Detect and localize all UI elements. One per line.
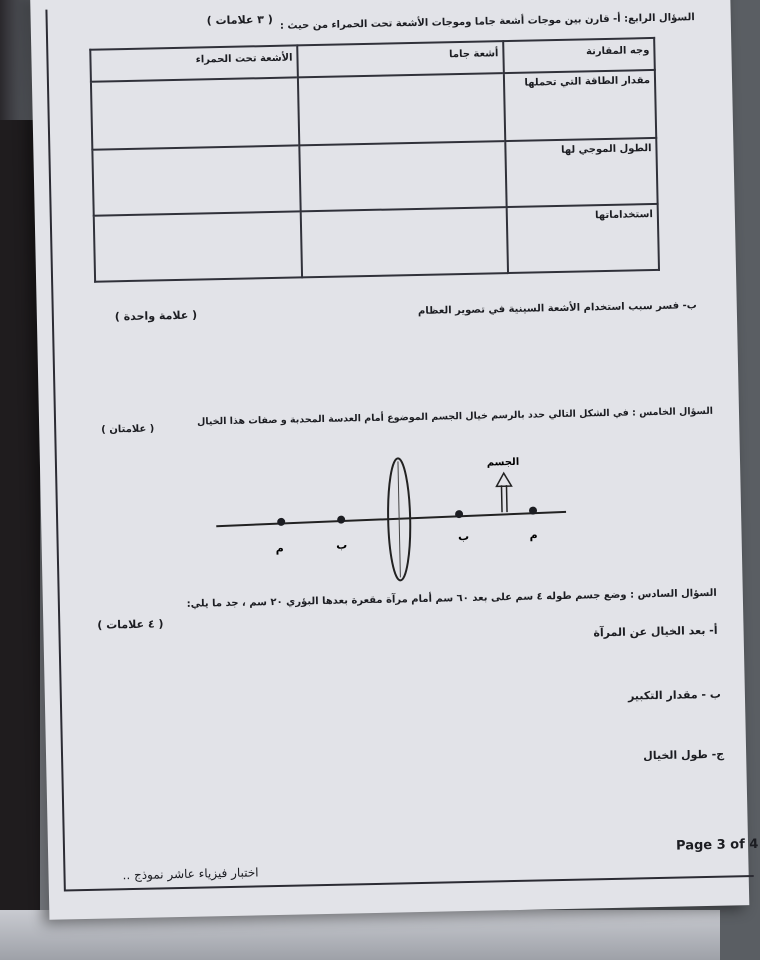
comparison-table <box>89 37 660 283</box>
table-cell <box>94 211 302 281</box>
q6-item-a: أ- بعد الخيال عن المرآة <box>593 623 718 640</box>
point-label: م <box>275 541 284 555</box>
table-cell <box>92 145 300 215</box>
page-border-left <box>45 10 65 890</box>
q6-item-b: ب - مقدار التكبير <box>627 687 722 703</box>
q6-marks: ( ٤ علامات ) <box>97 617 164 632</box>
table-row <box>94 204 659 282</box>
table-cell: استخداماتها <box>507 204 659 273</box>
focal-point-2f-left <box>277 518 285 526</box>
table-row <box>92 138 657 216</box>
object-label: الجسم <box>486 456 520 469</box>
q4-title: السؤال الرابع: أ- قارن بين موجات أشعة جاما وموجات الأشعة تحت الحمراء من حيث : <box>279 12 695 32</box>
principal-axis <box>216 512 566 526</box>
object-arrow-shaft-left <box>501 485 502 512</box>
q4-part-b: ب- فسر سبب استخدام الأشعة السينية في تصوير العظام <box>417 300 697 317</box>
q4-marks: ( ٣ علامات ) <box>206 12 273 28</box>
lens-diagram <box>209 434 572 577</box>
table-cell: مقدار الطاقة التي تحملها <box>504 70 656 141</box>
q6-title: السؤال السادس : وضع جسم طوله ٤ سم على بعد ٦٠ سم أمام مرآة مقعرة بعدها البؤري ٢٠ سم ، جد ما يلي: <box>186 587 717 610</box>
table-header: وجه المقارنة <box>503 38 655 73</box>
table-cell <box>301 207 508 277</box>
object-arrow-shaft-right <box>506 485 507 512</box>
focal-point-f-left <box>337 516 345 524</box>
point-label: ب <box>336 538 348 552</box>
page-number: Page 3 of 4 <box>675 836 759 854</box>
table-cell: الطول الموجي لها <box>505 138 657 207</box>
q6-item-c: ج- طول الخيال <box>643 747 725 763</box>
table-header: أشعة جاما <box>297 41 504 77</box>
table-header: الأشعة تحت الحمراء <box>90 45 298 81</box>
table-cell <box>91 77 299 149</box>
table-cell <box>298 73 505 145</box>
table-cell <box>299 141 506 211</box>
background-dark <box>0 120 40 960</box>
table-row <box>91 70 656 150</box>
exam-footer-title: اختبار فيزياء عاشر نموذج .. <box>122 865 259 883</box>
q5-title: السؤال الخامس : في الشكل التالي حدد بالرسم خيال الجسم الموضوع أمام العدسة المحدبة و صفات هذا الخيال <box>196 405 714 428</box>
exam-page <box>30 0 759 920</box>
q4-part-b-marks: ( علامة واحدة ) <box>114 308 198 324</box>
q5-marks: ( علامتان ) <box>101 423 155 436</box>
object-arrow-head <box>496 473 511 486</box>
point-label: م <box>529 528 538 542</box>
point-label: ب <box>457 529 470 544</box>
